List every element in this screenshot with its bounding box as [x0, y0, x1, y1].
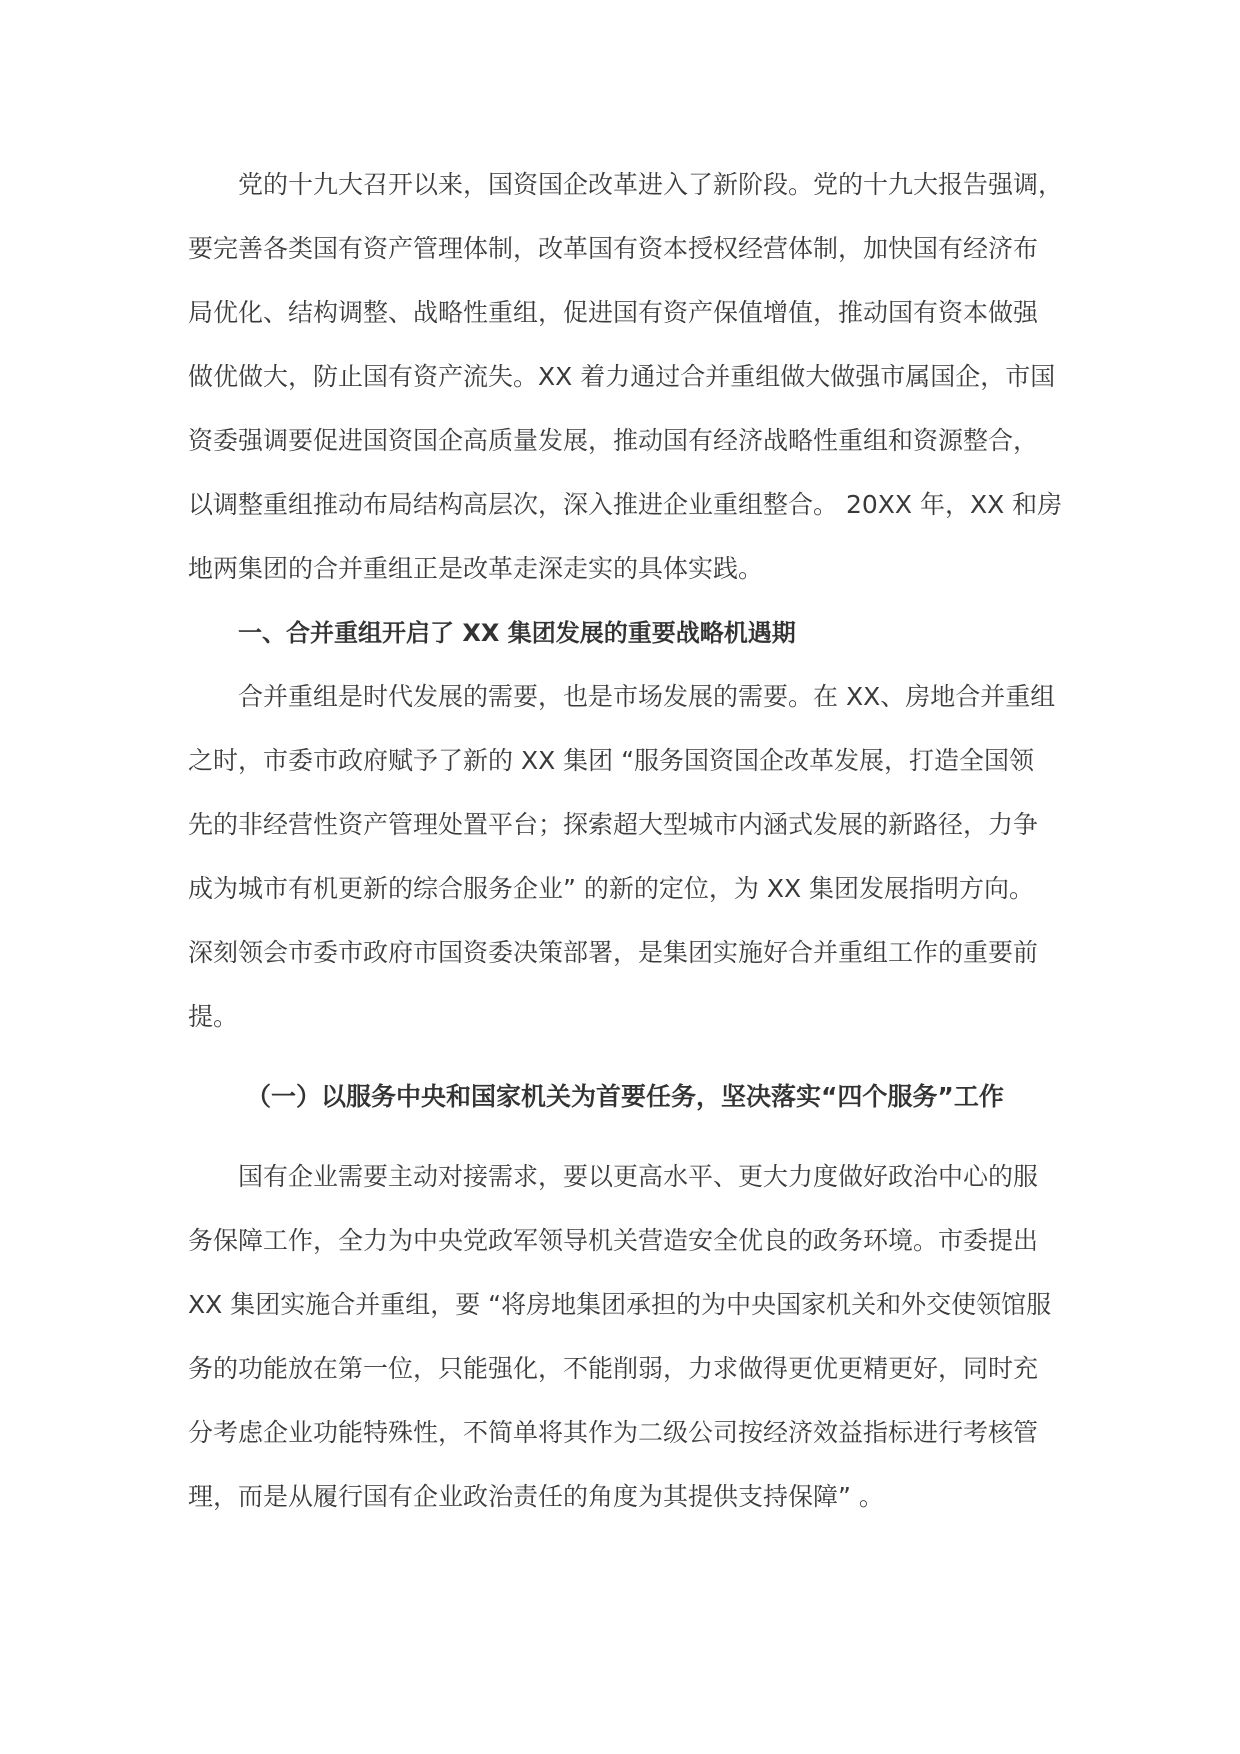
paragraph-line: XX 集团实施合并重组，要 “将房地集团承担的为中央国家机关和外交使领馆服 [188, 1290, 1052, 1319]
paragraph-3 [188, 1162, 1068, 1546]
paragraph-line: 成为城市有机更新的综合服务企业” 的新的定位，为 XX 集团发展指明方向。 [188, 874, 1035, 903]
paragraph-line: 党的十九大召开以来，国资国企改革进入了新阶段。党的十九大报告强调， [238, 170, 1064, 199]
paragraph-line: 深刻领会市委市政府市国资委决策部署，是集团实施好合并重组工作的重要前 [188, 938, 1039, 967]
paragraph-line: 局优化、结构调整、战略性重组，促进国有资产保值增值，推动国有资本做强 [188, 298, 1039, 327]
paragraph-line: 合并重组是时代发展的需要，也是市场发展的需要。在 XX、房地合并重组 [238, 682, 1056, 711]
sub-section-heading: （一）以服务中央和国家机关为首要任务，坚决落实“四个服务”工作 [246, 1082, 1004, 1111]
paragraph-line: 分考虑企业功能特殊性，不简单将其作为二级公司按经济效益指标进行考核管 [188, 1418, 1039, 1447]
paragraph-2 [188, 682, 1068, 1082]
paragraph-line: 之时，市委市政府赋予了新的 XX 集团 “服务国资国企改革发展，打造全国领 [188, 746, 1035, 775]
paragraph-line: 务保障工作，全力为中央党政军领导机关营造安全优良的政务环境。市委提出 [188, 1226, 1039, 1255]
paragraph-line: 务的功能放在第一位，只能强化，不能削弱，力求做得更优更精更好，同时充 [188, 1354, 1039, 1383]
paragraph-line: 以调整重组推动布局结构高层次，深入推进企业重组整合。 20XX 年，XX 和房 [188, 490, 1063, 519]
paragraph-line: 国有企业需要主动对接需求，要以更高水平、更大力度做好政治中心的服 [238, 1162, 1039, 1191]
document-body [188, 170, 1068, 1546]
paragraph-line: 做优做大，防止国有资产流失。XX 着力通过合并重组做大做强市属国企，市国 [188, 362, 1056, 391]
section-heading: 一、合并重组开启了 XX 集团发展的重要战略机遇期 [238, 619, 796, 647]
paragraph-line: 先的非经营性资产管理处置平台；探索超大型城市内涵式发展的新路径，力争 [188, 810, 1039, 839]
paragraph-line: 资委强调要促进国资国企高质量发展，推动国有经济战略性重组和资源整合， [188, 426, 1039, 455]
paragraph-line: 理，而是从履行国有企业政治责任的角度为其提供支持保障” 。 [188, 1482, 884, 1511]
paragraph-line: 提。 [188, 1002, 239, 1031]
paragraph-line: 地两集团的合并重组正是改革走深走实的具体实践。 [188, 554, 764, 583]
paragraph-line: 要完善各类国有资产管理体制，改革国有资本授权经营体制，加快国有经济布 [188, 234, 1039, 263]
paragraph-1 [188, 170, 1068, 618]
